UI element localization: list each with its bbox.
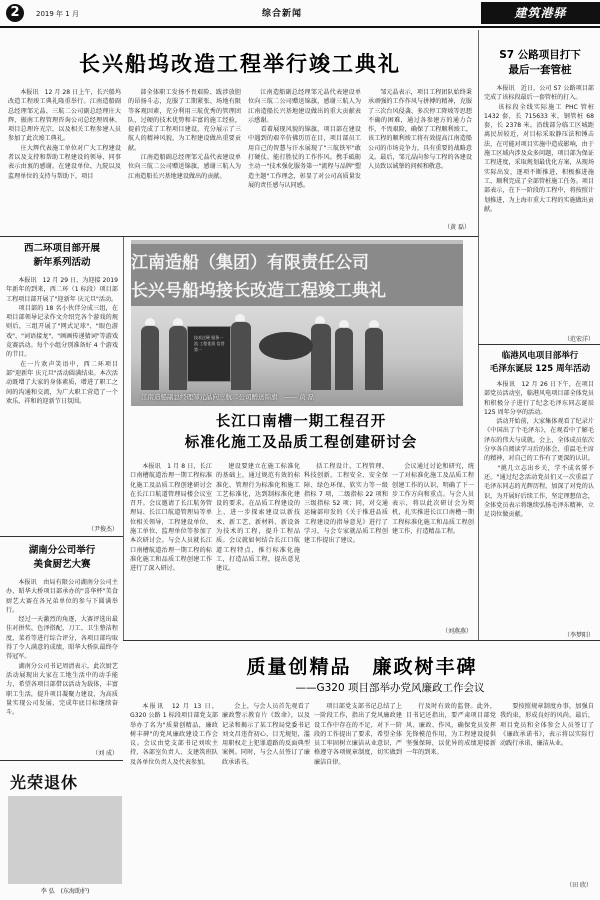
header-divider [0, 26, 600, 28]
lingang-headline-line2: 毛泽东诞辰 125 周年活动 [489, 364, 591, 374]
ceremony-photo [131, 240, 463, 406]
hunan-bottom-rule [0, 760, 123, 761]
flower-wreath-icon [259, 332, 313, 360]
retirement-photo [8, 796, 122, 884]
yangtze-col2: 建设要建立在施工标准化的基础上，通过规范有效的标准化、管理行为标准化和施工工艺标准化，达到制标准化建设的要求。在品质工程建设的上，进一步探索建设以新技术、新工艺、新材料、新设备为技术的工程，提升工程品质。会议就如何结合长江口航道工程特点，推行标准化施工，打造品质工程，提出意见建议。 [216, 463, 300, 573]
lead-story-col1: 本报讯 12 月 28 日上午，长兴船坞改造工程竣工典礼隆重举行。江南造船副总经理邹元晶、三航二公司副总经理庄大辉、振南工程管理咨询公司总经理周林、项目总理许光宗，以及相关工程参建人员参加了此次竣工典礼。 庄大辉代表施工单位对广大工程建设者以及支持和帮助工程建设的领导、同事表示由衷的感谢。在建设单位、九院以及监理单位的支持与帮助下，项目 [8, 89, 121, 180]
flag-text: 技术过硬 服务一流 工程优质 信誉第一 [194, 335, 225, 352]
masthead-logo: 建筑港驿 [481, 2, 600, 24]
g320-col1: 本报讯 12 月 13 日，G320 公路 1 标段项目部党支部举办了名为"质量创精品，廉政树丰碑"的党风廉政建设工作会议。会议由党支部书记刘吹主持，各部室负责人、支建筑班队及各单位负责人及代表参加。 [130, 703, 218, 766]
xierhuan-bottom-rule [0, 536, 123, 537]
yangtze-col4: 会议通过讨论和研究，统一了对标准化施工及品质工程创建工作的认识，明确了下一步工作方向和重点。与会人员表示，将以此次研讨会为契机，扎实推进长江口南槽一期工程标准化施工和品质工程创建工作，打造精品工程。 [392, 463, 474, 536]
xierhuan-body: 本报讯 12 月 29 日，为迎接 2019 年新年的到来，西二环（1 标段）项目部工程项目部开展了"迎新年 庆元旦"活动。 项目部的 18 名小伙伴分成三组，在项目部领导记录作文介绍完各个游戏的规则后，三组开展了"网式足球"、"眼色游戏"、"词语接龙"、"画画传递猜词"等游戏竞赛活动。每个小组分别准备好 4 个游戏的节目。 在一片欢声笑语中，西二环项目部"迎新年 庆元旦"活动圆满结束。本次活动既增了大家的身体素质，增进了职工之间的沟通和交流，为广大职工营造了一个欢乐、祥和的迎新节日氛围。 [6, 277, 118, 405]
retirement-headline: 光荣退休 [10, 773, 79, 792]
hunan-headline-line2: 美食厨艺大赛 [33, 559, 91, 570]
person-figure [231, 322, 251, 390]
person-figure [169, 326, 187, 390]
lead-story-col3: 江南造船副总经理邹元晶代表建设单位向三航二公司赠送锦旗，感谢三航人为江南造船长兴基地建设做出的重大贡献表示感谢。 看着展现风貌的锦旗，项目部在建设中遇到的艰辛仿佛历历在目，项目部员工用自己的智慧与汗水展现了"三航铁军"敢打硬仗、能打胜仗的工作作风。携手砥砺主动一"技术强化服务第一"流程与品牌"塑造主题"工作理念，彰显了对公司高质量发展的责任感与认同感。 [248, 89, 361, 189]
photo-banner [131, 244, 463, 306]
helmet-icon [369, 320, 379, 327]
helmet-icon [339, 320, 349, 327]
yangtze-col3: 括工程设计、工程管理、科技创新、工程安全、安全保障、绿色环保、软实力等一级指标 7 项，二级指标 22 项和三级指标 52 项；同，对交通运输部印发的《关于推进品质工程建设的指导意见》进行了学习，与会专家就品质工程创建工作提出了建议。 [304, 463, 388, 545]
hunan-headline [2, 544, 122, 572]
helmet-icon [173, 318, 183, 325]
xierhuan-headline-line1: 西二环项目部开展 [23, 243, 100, 254]
person-figure [141, 326, 159, 390]
s7-body: 本报讯 近日，公司 S7 公路项目部完成了该标段最后一套管桩的打入。 该标段全线实际施工 PHC 管桩 1432 套，长 715633 米，钢管桩 68 套，长 2378 米。沿线部分临工区城距离民居较近，对目标采取静压法和锤击法，在可能对项目实施中造成影响，由于施工区域内涉及众多问题，项目部为保证工程进度，采取规划最优化方案，从现场实际出发，逐项不断推进，积极推进施工，顺利完成了全部管桩施工任务。项目部表示，在下一阶段的工程中，将按照计划推进，为上海市重大工程的实施做出贡献。 [484, 85, 594, 213]
yangtze-byline: （刘燕燕） [441, 628, 472, 635]
g320-subheadline: ——G320 项目部举办党风廉政工作会议 [295, 682, 485, 694]
photo-caption: 江南造船副总经理邹元晶向三航二公司赠送锦旗 —— 黄 磊 [141, 393, 315, 401]
xierhuan-headline-line2: 新年系列活动 [33, 257, 91, 268]
right-column-divider [478, 30, 479, 640]
photo-banner-line1: 江南造船（集团）有限责任公司 [131, 253, 369, 273]
lingang-headline [480, 350, 600, 376]
g320-col2: 会上，与会人员首先观看了廉政警示教育片《致命》，以及记录和揭示了某工程局党委书记刘文昌违背初心，目无规矩，滥用职权走上犯罪道路的反面典型案例。同时，与会人员签订了廉政承诺书。 [222, 703, 310, 766]
lingang-headline-line1: 临港风电项目部举行 [501, 351, 579, 361]
yangtze-headline-line1: 长江口南槽一期工程召开 [215, 414, 387, 430]
page-header [0, 0, 600, 26]
hunan-byline: （刘 成） [92, 750, 118, 757]
hunan-headline-line1: 湖南分公司举行 [28, 545, 96, 556]
yangtze-headline [128, 412, 474, 454]
photo-banner-line2: 长兴号船坞接长改造工程竣工典礼 [131, 281, 386, 301]
g320-byline: （田 欣） [566, 882, 592, 889]
yangtze-col1: 本报讯 1 月 8 日，长江口南槽航道治理一期工程标准化施工及品质工程创建研讨会在长江口航道管理局楼会议室召开。会议邀请了长江航务管理局、长江口航道管理局等单位相关领导，工程建设单位、施工单位、监理单位等参加了本次研讨会。与会人员就长江口南槽航道治理一期工程的标准化施工和品质工程创建工作进行了深入研讨。 [130, 463, 212, 573]
s7-headline-line2: 最后一套管桩 [508, 64, 572, 76]
g320-col5: 要按照规章制度办事，加强自我约束，形成良好的风尚。最后，项目党员和全体参会人员签订了《廉政承诺书》，表示将以实际行动践行承诺，廉洁从业。 [500, 703, 594, 748]
hunan-body: 本报讯 由局有限公司湖南分公司主办，昭华大桥项目部承办的"喜华杯"美食厨艺大赛在各兄弟单位的参与下圆满举行。 经过一天激烈的角逐，大赛评选出最佳对拼奖、色泽搭配、刀工、卫生整洁程度、菜肴等进行综合评分，各项目部均取得了令人满意的成绩，昭华大桥队最终夺得冠军。 湖南分公司书记周清表示，此次厨艺活动展现出大家在工地生活中的动手能力，希望各项目部借以活动为载体，丰富职工生活，提升项目凝聚力建设，为高质量实现公司发展、完成年底目标继续奋斗。 [6, 579, 118, 717]
lead-bottom-rule [0, 236, 478, 237]
person-figure [365, 328, 383, 390]
lingang-byline: （李梦阳） [563, 632, 594, 639]
lead-headline: 长兴船坞改造工程举行竣工典礼 [79, 52, 401, 76]
lead-story-col2: 部全体职工发扬不畏艰险、跋涉放胆的昂扬斗志，克服了工期紧张、场地有限等客观因素，充分利用三航优秀的管理团队，过硬的技术优势和丰富的施工经验，提前完成了工程项目建设，充分展示了三航人的精神风貌，为工程建设做出重要贡献。 江南造船副总经理邹元晶代表建设单位向三航二公司赠送锦旗，感谢三航人为江南造船长兴基地建设做出的贡献。 [128, 89, 241, 180]
s7-byline: （范宏洋） [563, 336, 594, 343]
section-name: 综合新闻 [262, 9, 303, 19]
honor-banner-flag [187, 326, 231, 382]
helmet-icon [145, 318, 155, 325]
helmet-icon [235, 314, 245, 321]
yangtze-bottom-rule [123, 640, 600, 641]
xierhuan-byline: （尹俊杰） [87, 526, 118, 533]
yangtze-headline-line2: 标准化施工及品质工程创建研讨会 [184, 435, 418, 451]
s7-headline-line1: S7 公路项目打下 [499, 49, 581, 61]
g320-col3: 项目部党支部书记总结了上一阶段工作，指出了党风廉政建设工作中存在的不足，对下一阶段的工作提出了要求，希望全体员工牢固树立廉洁从业意识，严格遵守各项规章制度，切实做到廉洁自律。 [314, 703, 402, 766]
lead-byline: （黄 磊） [444, 224, 470, 231]
s7-headline [480, 48, 600, 78]
lead-story-col4: 邹元晶表示，项目工程团队始终秉承顽强的工作作风与拼搏的精神，克服了三次台风侵袭、多次停工降坡等思想不确的困难，通过各参建方的通力合作，不畏艰险，确保了工程顺利竣工，该工程的顺利竣工将有效提高江南造船公司的市场竞争力，具有重要的战略意义。最后，邹元晶向参与工程的各建设人员致以诚挚的问候和敬意。 [368, 89, 472, 171]
issue-date: 2019 年 1 月 [36, 10, 79, 18]
person-figure [311, 324, 331, 390]
g320-headline: 质量创精品 廉政树丰碑 [246, 656, 478, 678]
xierhuan-headline [2, 242, 122, 270]
left-column-divider [123, 236, 124, 640]
person-figure [335, 328, 353, 390]
lingang-body: 本报讯 12 月 26 日下午，在项目部党员活动室，临港风电项目部全体党员和积极分子进行了纪念毛泽东同志诞辰 125 周年分享的活动。 活动开始前，大家集体观看了纪录片《中国出了个毛泽东》，在观看中了解毛泽东的伟大与成就。会上，全体成员依次分享各自阅读学习后的体会，重温毛主席的精神，对自己的工作有了更深的认识。 "挑几立志出乡关，学不成名誓不还。"通过纪念活动党员们又一次重温了毛泽东同志的光辉历程，加深了对党的认识，为开展好后续工作，坚定理想信念，全体党员表示将继续弘扬毛泽东精神，立足岗位做贡献。 [484, 381, 594, 519]
g320-col4: 行及时有效的监督。此外，目书记还指出，要严肃项目部党风、廉政、作风，确保党员发挥先锋模范作用，为工程建设提供坚强保障，以优异的成绩迎接新一年的到来。 [406, 703, 496, 757]
retirement-caption: 李 弘 (东海助护) [40, 888, 90, 895]
page-number: 2 [6, 4, 24, 22]
helmet-icon [315, 316, 325, 323]
s7-bottom-rule [478, 344, 600, 345]
